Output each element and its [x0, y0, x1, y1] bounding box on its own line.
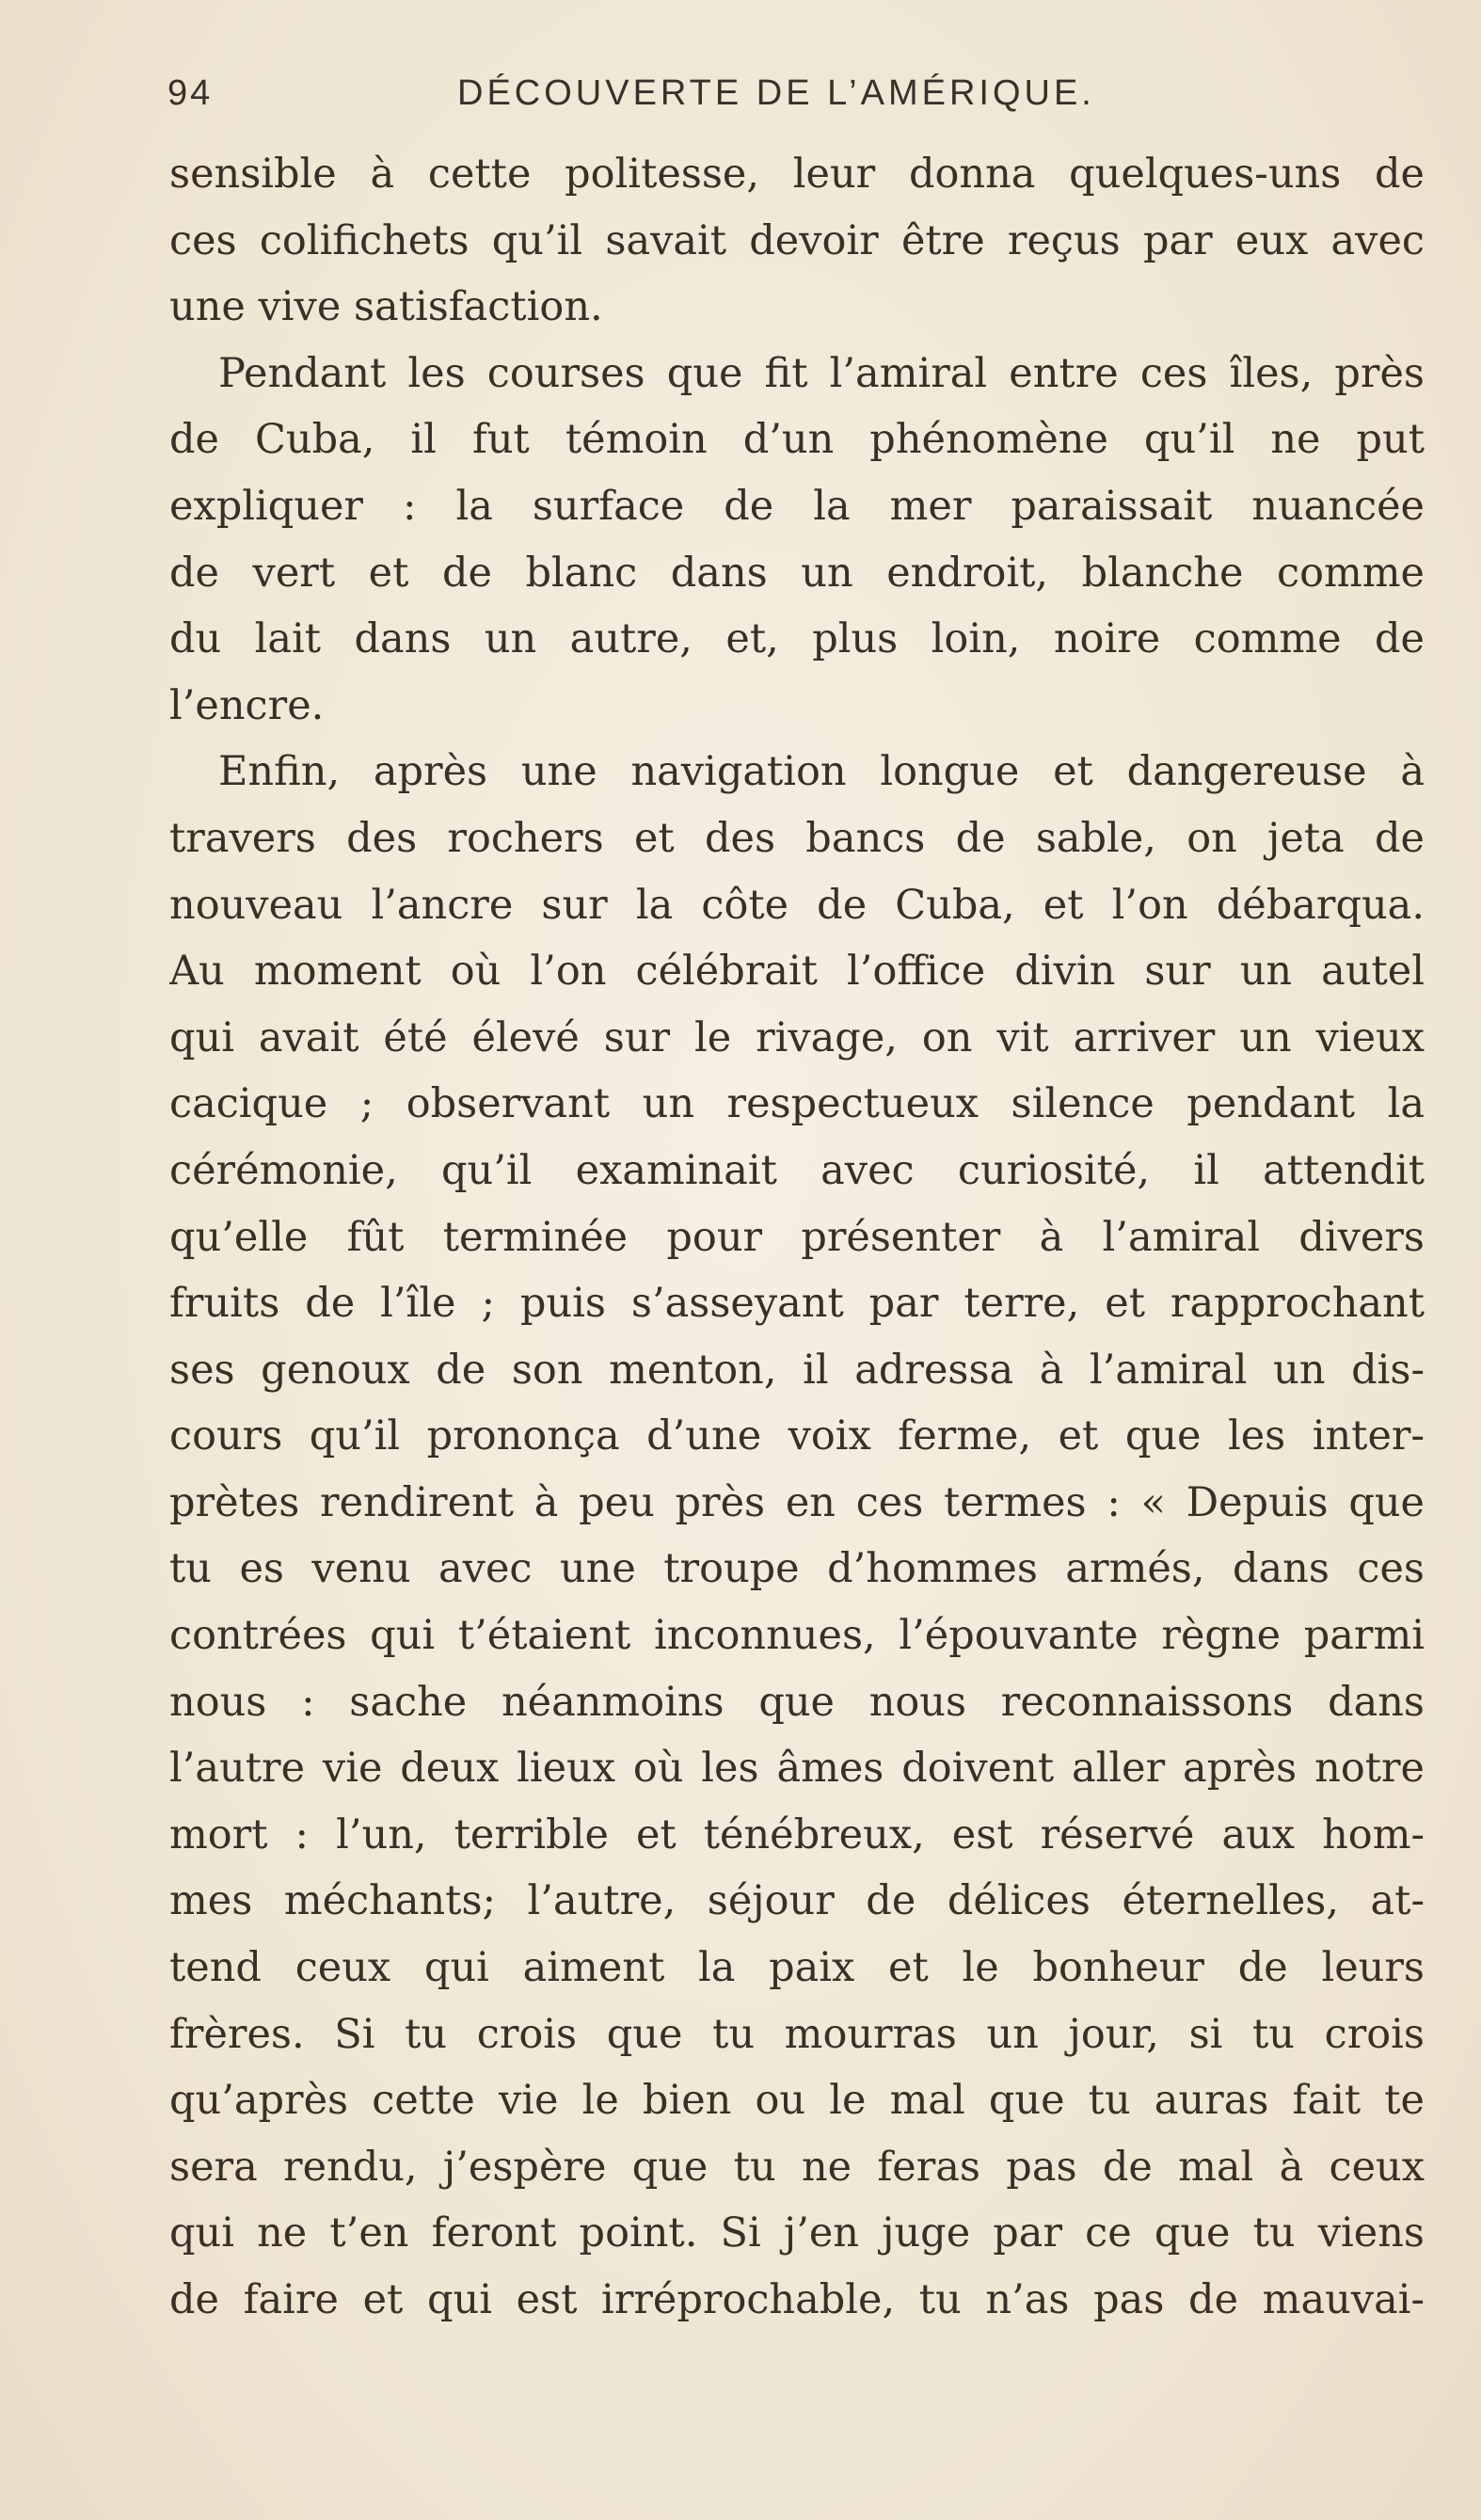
text-line: qui avait été élevé sur le rivage, on vit arriver un vieux — [169, 1013, 1425, 1061]
text-line: Pendant les courses que fit l’amiral entre ces îles, près — [218, 349, 1425, 397]
body-text — [169, 141, 1425, 2334]
text-line: de Cuba, il fut témoin d’un phénomène qu’il ne put — [169, 416, 1425, 464]
text-line: prètes rendirent à peu près en ces termes : « Depuis que — [169, 1478, 1425, 1526]
text-line: travers des rochers et des bancs de sable, on jeta de — [169, 814, 1425, 862]
text-line: qui ne t’en feront point. Si j’en juge par ce que tu viens — [169, 2209, 1425, 2257]
text-line: cours qu’il prononça d’une voix ferme, et que les inter- — [169, 1412, 1425, 1460]
text-line: une vive satisfaction. — [169, 283, 603, 331]
text-line: l’encre. — [169, 681, 325, 729]
text-line: de faire et qui est irréprochable, tu n’as pas de mauvai- — [169, 2276, 1425, 2323]
text-line: qu’après cette vie le bien ou le mal que tu auras fait te — [169, 2077, 1425, 2125]
text-line: Enfin, après une navigation longue et dangereuse à — [218, 748, 1425, 796]
text-line: tu es venu avec une troupe d’hommes armés, dans ces — [169, 1545, 1425, 1593]
text-line: ses genoux de son menton, il adressa à l’amiral un dis- — [169, 1346, 1425, 1394]
text-line: de vert et de blanc dans un endroit, blanche comme — [169, 549, 1425, 597]
running-head — [167, 73, 1424, 120]
text-line: sensible à cette politesse, leur donna quelques-uns de — [169, 151, 1425, 198]
text-line: du lait dans un autre, et, plus loin, noire comme de — [169, 615, 1425, 663]
page-number: 94 — [167, 73, 214, 113]
text-line: fruits de l’île ; puis s’asseyant par terre, et rapprochant — [169, 1280, 1425, 1328]
text-line: cérémonie, qu’il examinait avec curiosité, il attendit — [169, 1146, 1425, 1194]
text-line: expliquer : la surface de la mer paraissait nuancée — [169, 482, 1425, 530]
text-line: frères. Si tu crois que tu mourras un jour, si tu crois — [169, 2010, 1425, 2058]
text-line: nouveau l’ancre sur la côte de Cuba, et l’on débarqua. — [169, 881, 1425, 929]
text-line: qu’elle fût terminée pour présenter à l’amiral divers — [169, 1213, 1425, 1261]
text-line: cacique ; observant un respectueux silence pendant la — [169, 1080, 1425, 1128]
text-line: mes méchants; l’autre, séjour de délices éternelles, at- — [169, 1877, 1425, 1925]
text-line: ces colifichets qu’il savait devoir être reçus par eux avec — [169, 216, 1425, 264]
text-line: nous : sache néanmoins que nous reconnaissons dans — [169, 1678, 1425, 1726]
text-line: tend ceux qui aiment la paix et le bonheur de leurs — [169, 1944, 1425, 1992]
text-line: mort : l’un, terrible et ténébreux, est réservé aux hom- — [169, 1810, 1425, 1858]
text-line: Au moment où l’on célébrait l’office divin sur un autel — [169, 948, 1425, 996]
running-title: DÉCOUVERTE DE L’AMÉRIQUE. — [457, 73, 1095, 113]
text-line: l’autre vie deux lieux où les âmes doivent aller après notre — [169, 1745, 1425, 1793]
text-line: sera rendu, j’espère que tu ne feras pas de mal à ceux — [169, 2143, 1425, 2191]
text-line: contrées qui t’étaient inconnues, l’épouvante règne parmi — [169, 1612, 1425, 1660]
